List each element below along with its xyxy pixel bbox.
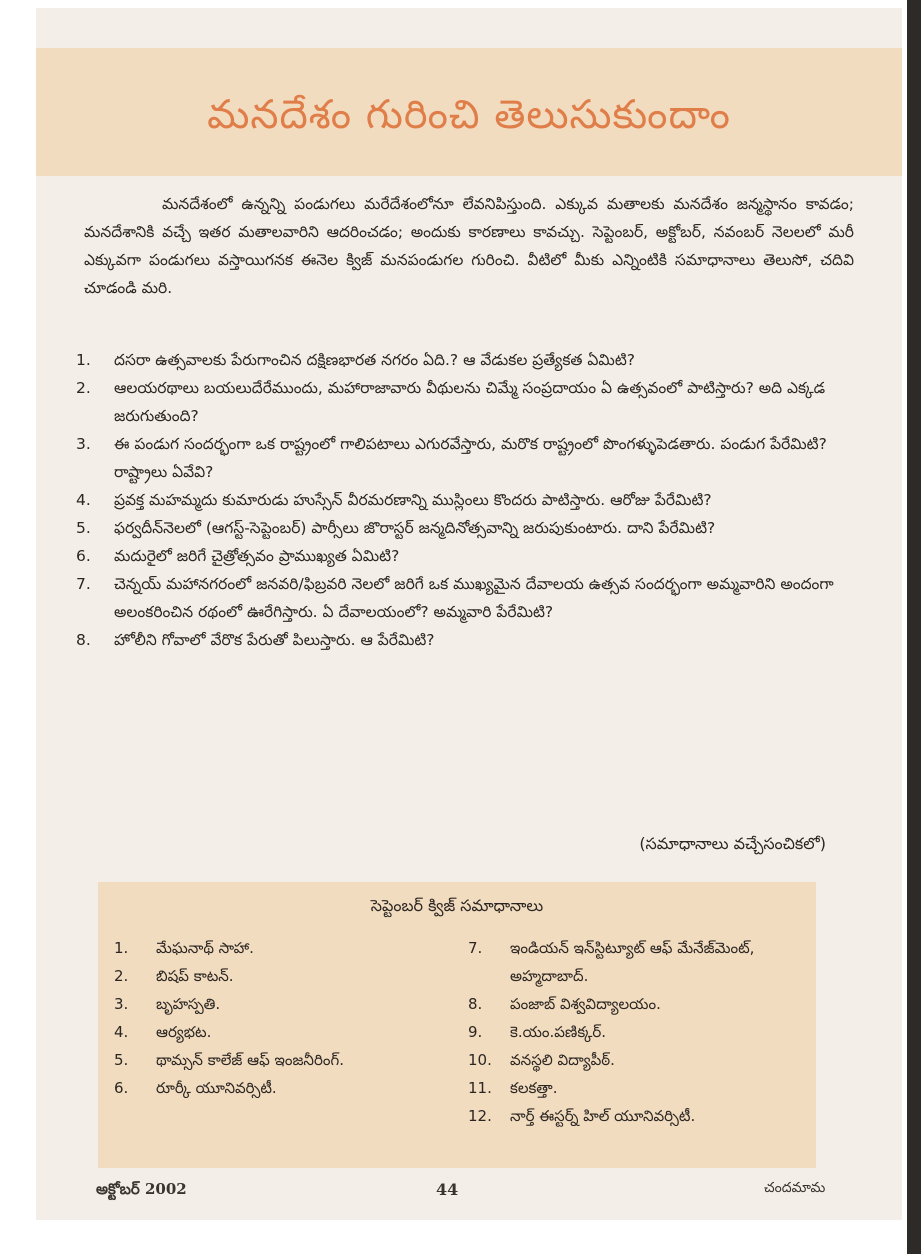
- question-text: హోలీని గోవాలో వేరొక పేరుతో పిలుస్తారు. ఆ పేరేమిటి?: [114, 631, 435, 649]
- answer-text: కె.యం.పణిక్కర్.: [510, 1023, 607, 1041]
- question-list: [76, 346, 866, 654]
- answer-number: 4.: [114, 1023, 129, 1041]
- answer-number: 12.: [468, 1107, 492, 1125]
- question-text: ఈ పండుగ సందర్భంగా ఒక రాష్ట్రంలో గాలిపటాలు ఎగురవేస్తారు, మరొక రాష్ట్రంలో పొంగళ్ళుపెడతారు. పండుగ పేరేమిటి? రాష్ట్రాలు ఏవేవి?: [114, 435, 827, 481]
- answer-text: పంజాబ్ విశ్వవిద్యాలయం.: [510, 995, 661, 1013]
- answers-title: సెప్టెంబర్ క్విజ్ సమాధానాలు: [370, 896, 544, 915]
- answers-left-column: [114, 934, 384, 1102]
- answer-item: [468, 1018, 808, 1046]
- question-number: 8.: [76, 631, 91, 649]
- answer-item: [114, 934, 384, 962]
- answer-text: బృహస్పతి.: [156, 995, 221, 1013]
- question-text: మదురైలో జరిగే చైత్రోత్సవం ప్రాముఖ్యత ఏమిటి?: [114, 547, 400, 565]
- answer-number: 8.: [468, 995, 483, 1013]
- question-item: [76, 346, 866, 374]
- question-text: ఆలయరథాలు బయలుదేరేముందు, మహారాజావారు వీథులను చిమ్మే సంప్రదాయం ఏ ఉత్సవంలో పాటిస్తారు? అది ఎక్కడ జరుగుతుంది?: [114, 379, 826, 425]
- question-text: ప్రవక్త మహమ్మదు కుమారుడు హుస్సేన్ వీరమరణాన్ని ముస్లింలు కొందరు పాటిస్తారు. ఆరోజు పేరేమిటి?: [114, 491, 712, 509]
- question-number: 7.: [76, 575, 91, 593]
- question-item: [76, 374, 866, 430]
- answer-item: [468, 1074, 808, 1102]
- answer-text: థామ్సన్ కాలేజ్ ఆఫ్ ఇంజనీరింగ్.: [156, 1051, 344, 1069]
- answer-item: [114, 1046, 384, 1074]
- magazine-page: [36, 8, 902, 1220]
- answer-item: [468, 1046, 808, 1074]
- question-number: 6.: [76, 547, 91, 565]
- answer-item: [468, 934, 808, 990]
- footer-issue-date: అక్టోబర్ 2002: [96, 1180, 187, 1198]
- answer-item: [114, 962, 384, 990]
- answers-box: [98, 882, 816, 1168]
- answer-text: బిషప్ కాటన్.: [156, 967, 234, 985]
- page-number: 44: [436, 1180, 459, 1199]
- question-text: ఫర్వదీన్‌నెలలో (ఆగస్ట్-సెప్టెంబర్) పార్సీలు జొరాస్టర్ జన్మదినోత్సవాన్ని జరుపుకుంటారు. దాని పేరేమిటి?: [114, 519, 716, 537]
- answer-number: 2.: [114, 967, 129, 985]
- answer-item: [114, 1018, 384, 1046]
- answer-text: నార్త్ ఈస్టర్న్ హిల్ యూనివర్సిటీ.: [510, 1107, 696, 1125]
- answer-item: [114, 990, 384, 1018]
- answer-item: [114, 1074, 384, 1102]
- answer-text: ఇండియన్ ఇన్‌స్టిట్యూట్ ఆఫ్ మేనేజ్‌మెంట్, అహ్మదాబాద్.: [510, 939, 755, 985]
- scan-edge: [907, 0, 921, 1254]
- question-number: 4.: [76, 491, 91, 509]
- answer-text: ఆర్యభట.: [156, 1023, 212, 1041]
- answer-number: 9.: [468, 1023, 483, 1041]
- answer-text: మేఘనాథ్ సాహా.: [156, 939, 254, 957]
- question-item: [76, 486, 866, 514]
- intro-paragraph: మనదేశంలో ఉన్నన్ని పండుగలు మరేదేశంలోనూ లేవనిపిస్తుంది. ఎక్కువ మతాలకు మనదేశం జన్మస్థానం కావడం; మనదేశానికి వచ్చే ఇతర మతాలవారిని ఆదరించడం; అందుకు కారణాలు కావచ్చు. సెప్టెంబర్, అక్టోబర్, నవంబర్ నెలలలో మరీ ఎక్కువగా పండుగలు వస్తాయిగనక ఈనెల క్విజ్ మనపండుగల గురించి. వీటిలో మీకు ఎన్నింటికి సమాధానాలు తెలుసో, చదివి చూడండి మరి.: [84, 195, 854, 297]
- question-number: 1.: [76, 351, 91, 369]
- question-text: దసరా ఉత్సవాలకు పేరుగాంచిన దక్షిణభారత నగరం ఏది.? ఆ వేడుకల ప్రత్యేకత ఏమిటి?: [114, 351, 636, 369]
- question-number: 5.: [76, 519, 91, 537]
- answer-text: వనస్థలి విద్యాపీఠ్.: [510, 1051, 615, 1069]
- question-text: చెన్నయ్ మహానగరంలో జనవరి/ఫిబ్రవరి నెలలో జరిగే ఒక ముఖ్యమైన దేవాలయ ఉత్సవ సందర్భంగా అమ్మవారిని అందంగా అలంకరించిన రథంలో ఊరేగిస్తారు. ఏ దేవాలయంలో? అమ్మవారి పేరేమిటి?: [114, 575, 834, 621]
- answer-number: 10.: [468, 1051, 492, 1069]
- answer-text: కలకత్తా.: [510, 1079, 558, 1097]
- answers-next-issue-note: (సమాధానాలు వచ్చేసంచికలో): [639, 834, 826, 853]
- answer-number: 5.: [114, 1051, 129, 1069]
- page-title: మనదేశం గురించి తెలుసుకుందాం: [207, 92, 731, 138]
- answer-item: [468, 1102, 808, 1130]
- question-number: 2.: [76, 379, 91, 397]
- question-item: [76, 514, 866, 542]
- answer-number: 3.: [114, 995, 129, 1013]
- footer-magazine-name: చందమామ: [764, 1180, 826, 1196]
- answer-text: రూర్కీ యూనివర్సిటీ.: [156, 1079, 277, 1097]
- answer-number: 11.: [468, 1079, 492, 1097]
- question-item: [76, 430, 866, 486]
- question-item: [76, 626, 866, 654]
- answer-number: 1.: [114, 939, 129, 957]
- answer-number: 6.: [114, 1079, 129, 1097]
- answer-number: 7.: [468, 939, 483, 957]
- question-number: 3.: [76, 435, 91, 453]
- answer-item: [468, 990, 808, 1018]
- question-item: [76, 570, 866, 626]
- answers-right-column: [468, 934, 808, 1130]
- question-item: [76, 542, 866, 570]
